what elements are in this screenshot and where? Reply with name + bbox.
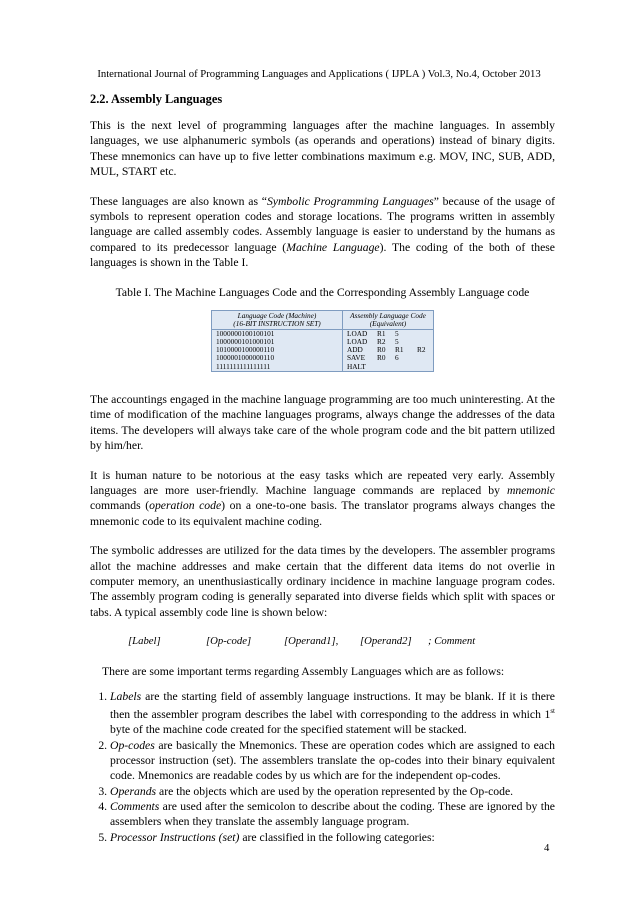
section-title: 2.2. Assembly Languages xyxy=(90,92,223,106)
list-item: 5. Processor Instructions (set) are classified in the following categories: xyxy=(110,830,555,845)
field-comment: ; Comment xyxy=(428,635,476,648)
running-header: International Journal of Programming Languages and Applications ( IJPLA ) Vol.3, No.4, October 2013 xyxy=(97,68,541,80)
list-item: 4. Comments are used after the semicolon to describe about the coding. These are ignored by the assemblers when they translate the assembly language program. xyxy=(110,799,555,830)
paragraph-symbolic: These languages are also known as “Symbolic Programming Languages” because of the usage of symbols to represent operation codes and storage locations. The programs written in assembly language are called assembly codes. Assembly language is easier to understand by the humans as compared to its predecessor language (Machine Language). The coding of the both of these languages is shown in the Table I. xyxy=(90,194,555,269)
field-opcode: [Op-code] xyxy=(206,635,252,648)
table-header-machine: Language Code (Machine) (16-BIT INSTRUCTION SET) xyxy=(212,310,343,329)
list-item: 2. Op-codes are basically the Mnemonics. These are operation codes which are assigned to each processor instruction (set). The assemblers translate the op-codes into their binary equivalent code. Mnemonics are readable codes by us which are for the independent op-codes. xyxy=(110,738,555,784)
table-row: 1010000100000110 ADD R0 R1 R2 xyxy=(212,346,434,354)
table-row: 1000000101000101 LOAD R2 5 xyxy=(212,338,434,346)
terms-intro: There are some important terms regarding Assembly Languages which are as follows: xyxy=(102,664,505,678)
terms-list xyxy=(90,689,555,845)
field-operand1: [Operand1], xyxy=(284,635,339,648)
paragraph-accountings: The accountings engaged in the machine language programming are too much uninteresting. At the time of modification of the machine languages programs, always change the addresses of the data items. The developers will always take care of the whole program code and the bit pattern utilized by him/her. xyxy=(90,393,555,452)
list-item: 1. Labels are the starting field of assembly language instructions. It may be blank. If it is there then the assembler program describes the label with corresponding to the address in which 1st byte of the machine code created for the specified statement will be stacked. xyxy=(110,689,555,738)
field-label: [Label] xyxy=(128,635,161,648)
machine-assembly-table xyxy=(211,310,434,372)
paragraph-intro: This is the next level of programming languages after the machine languages. In assembly languages, we use alphanumeric symbols (as operands and operations) instead of binary digits. These mnemonics can have up to five letter combinations maximum e.g. MOV, INC, SUB, ADD, MUL, START etc. xyxy=(90,119,555,178)
table-row: 1000001000000110 SAVE R0 6 xyxy=(212,354,434,362)
table-caption: Table I. The Machine Languages Code and the Corresponding Assembly Language code xyxy=(115,285,530,299)
page-number: 4 xyxy=(544,842,550,854)
table-row: 1000000100100101 LOAD R1 5 xyxy=(212,329,434,338)
assembly-line-format xyxy=(90,634,555,649)
list-item: 3. Operands are the objects which are used by the operation represented by the Op-code. xyxy=(110,784,555,799)
field-operand2: [Operand2] xyxy=(360,635,412,648)
table-header-assembly: Assembly Language Code (Equivalent) xyxy=(350,310,426,329)
table-row: 1111111111111111 HALT xyxy=(212,363,434,372)
page-content xyxy=(90,92,555,845)
paragraph-symbolic-addresses: The symbolic addresses are utilized for the data times by the developers. The assembler programs allot the machine addresses and make certain that the different data items do not overlie in computer memory, an unenthusiastically ordinary incidence in machine language program codes. The assembly program coding is generally separated into diverse fields which split with spaces or tabs. A typical assembly code line is shown below: xyxy=(90,544,555,619)
paragraph-human-nature: It is human nature to be notorious at the easy tasks which are repeated very early. Assembly languages are more user-friendly. Machine language commands are replaced by mnemonic commands (operation code) on a one-to-one basis. The translator programs always changes the mnemonic code to its equivalent machine coding. xyxy=(90,468,556,528)
